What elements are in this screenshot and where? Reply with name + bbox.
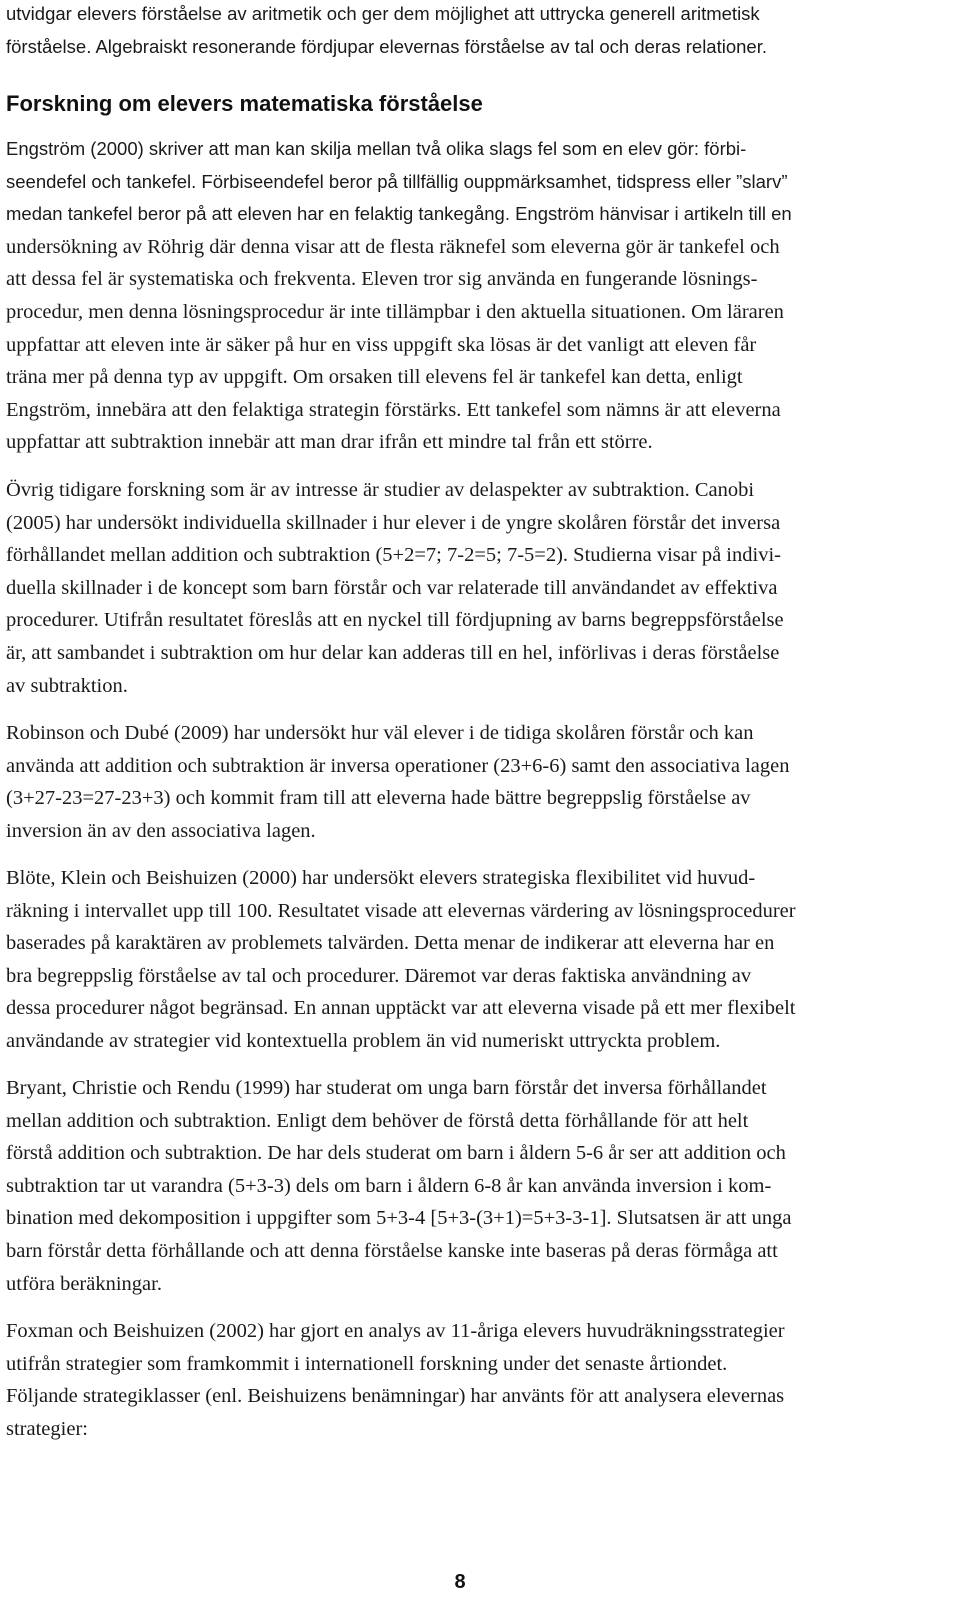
paragraph-blote [6, 862, 934, 1058]
text-line: räkning i intervallet upp till 100. Resultatet visade att elevernas värdering av lösningsprocedurer [6, 899, 796, 922]
text-line: träna mer på denna typ av uppgift. Om orsaken till elevens fel är tankefel kan detta, enligt [6, 366, 743, 389]
text-line: strategier: [6, 1417, 88, 1440]
text-line: bra begreppslig förståelse av tal och procedurer. Däremot var deras faktiska användning av [6, 964, 752, 987]
page-number: 8 [454, 1571, 466, 1593]
text-line: använda att addition och subtraktion är inversa operationer (23+6-6) samt den associativa lagen [6, 754, 790, 777]
text-line: Foxman och Beishuizen (2002) har gjort en analys av 11-åriga elevers huvudräkningsstrategier [6, 1320, 785, 1342]
text-line: Följande strategiklasser (enl. Beishuizens benämningar) har använts för att analysera elevernas [6, 1385, 785, 1408]
text-line: Blöte, Klein och Beishuizen (2000) har undersökt elevers strategiska flexibilitet vid huvud- [6, 867, 756, 889]
text-line: är, att sambandet i subtraktion om hur delar kan adderas till en hel, införlivas i deras förståelse [6, 641, 780, 664]
text-line: inversion än av den associativa lagen. [6, 819, 316, 842]
text-line: dessa procedurer något begränsad. En annan upptäckt var att eleverna visade på ett mer flexibelt [6, 997, 796, 1020]
text-line: procedurer. Utifrån resultatet föreslås att en nyckel till fördjupning av barns begreppsförståelse [6, 609, 784, 632]
text-line: Engström, innebära att den felaktiga strategin förstärks. Ett tankefel som nämns är att eleverna [6, 398, 781, 421]
paragraph-bryant [6, 1072, 934, 1300]
text-line: Engström (2000) skriver att man kan skilja mellan två olika slags fel som en elev gör: förbi- [6, 138, 747, 159]
text-line: mellan addition och subtraktion. Enligt dem behöver de förstå detta förhållande för att helt [6, 1109, 749, 1132]
text-line: (3+27-23=27-23+3) och kommit fram till att eleverna hade bättre begreppslig förståelse av [6, 787, 751, 810]
text-line: användande av strategier vid kontextuella problem än vid numeriskt uttryckta problem. [6, 1029, 721, 1052]
paragraph-canobi [6, 474, 934, 702]
text-line: subtraktion tar ut varandra (5+3-3) dels om barn i åldern 6-8 år kan använda inversion i kom- [6, 1174, 772, 1197]
text-line: baserades på karaktären av problemets talvärden. Detta menar de indikerar att eleverna har en [6, 932, 775, 955]
text-line: (2005) har undersökt individuella skillnader i hur elever i de yngre skolåren förstår det inversa [6, 511, 781, 534]
text-line: förhållandet mellan addition och subtraktion (5+2=7; 7-2=5; 7-5=2). Studierna visar på indivi- [6, 544, 781, 567]
text-line: duella skillnader i de koncept som barn förstår och var relaterade till användandet av effektiva [6, 576, 778, 599]
text-line: utvidgar elevers förståelse av aritmetik och ger dem möjlighet att uttrycka generell aritmetisk [6, 3, 760, 24]
text-line: uppfattar att subtraktion innebär att man drar ifrån ett mindre tal från ett större. [6, 431, 653, 454]
text-line: utföra beräkningar. [6, 1272, 162, 1295]
text-line: Robinson och Dubé (2009) har undersökt hur väl elever i de tidiga skolåren förstår och kan [6, 722, 754, 744]
text-line: utifrån strategier som framkommit i internationell forskning under det senaste årtiondet. [6, 1352, 728, 1375]
text-line: medan tankefel beror på att eleven har en felaktig tankegång. Engström hänvisar i artikeln till en [6, 203, 792, 225]
text-line: Övrig tidigare forskning som är av intresse är studier av delaspekter av subtraktion. Canobi [6, 479, 755, 501]
text-line: bination med dekomposition i uppgifter som 5+3-4 [5+3-(3+1)=5+3-3-1]. Slutsatsen är att unga [6, 1207, 792, 1230]
text-line: uppfattar att eleven inte är säker på hur en viss uppgift ska lösas är det vanligt att eleven får [6, 333, 757, 356]
text-line: procedur, men denna lösningsprocedur är inte tillämpbar i den aktuella situationen. Om läraren [6, 300, 784, 323]
text-line: förståelse. Algebraiskt resonerande fördjupar elevernas förståelse av tal och deras relationer. [6, 35, 767, 57]
text-line: seendefel och tankefel. Förbiseendefel beror på tillfällig ouppmärksamhet, tidspress eller ”slarv” [6, 170, 788, 192]
text-line: av subtraktion. [6, 674, 128, 697]
intro-paragraph [6, 0, 934, 63]
paragraph-foxman [6, 1315, 934, 1445]
text-line: att dessa fel är systematiska och frekventa. Eleven tror sig använda en fungerande lösnings- [6, 268, 758, 291]
text-line: förstå addition och subtraktion. De har dels studerat om barn i åldern 5-6 år ser att addition och [6, 1142, 786, 1165]
section-heading: Forskning om elevers matematiska förståelse [6, 91, 483, 116]
text-line: undersökning av Röhrig där denna visar att de flesta räknefel som eleverna gör är tankefel och [6, 235, 780, 258]
text-line: barn förstår detta förhållande och att denna förståelse kanske inte baseras på deras förmåga att [6, 1239, 778, 1262]
paragraph-engstrom [6, 133, 934, 459]
paragraph-robinson-dube [6, 717, 934, 847]
text-line: Bryant, Christie och Rendu (1999) har studerat om unga barn förstår det inversa förhållandet [6, 1077, 767, 1099]
